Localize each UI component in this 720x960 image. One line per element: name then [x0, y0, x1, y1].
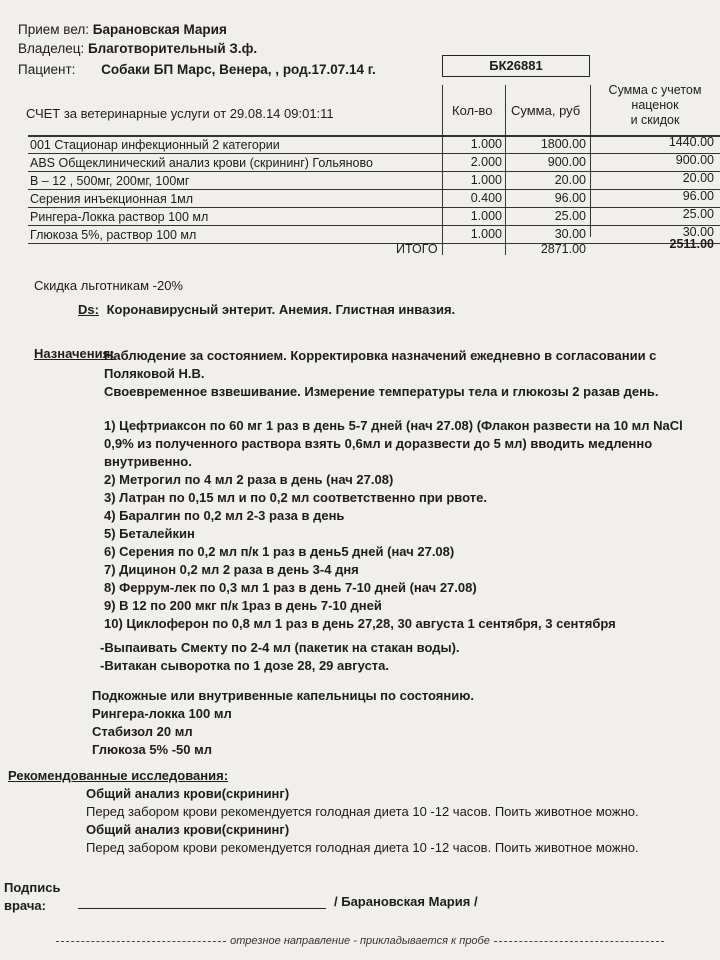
col-header-total — [596, 83, 714, 128]
diagnosis-line — [78, 302, 455, 317]
received-value: Барановская Мария — [92, 22, 227, 37]
col-divider — [442, 85, 443, 255]
received-label: Прием вел: — [18, 22, 90, 37]
prescriptions-label: Назначения: — [34, 346, 115, 361]
drip-item: Рингера-локка 100 мл — [92, 706, 232, 721]
extra-instruction: -Выпаивать Смекту по 2-4 мл (пакетик на стакан воды). — [100, 640, 460, 655]
owner-line — [18, 41, 257, 56]
prescription-item: 8) Феррум-лек по 0,3 мл 1 раз в день 7-10 дней (нач 27.08) — [104, 580, 477, 595]
row-qty: 2.000 — [470, 155, 502, 169]
row-qty: 1.000 — [470, 209, 502, 223]
row-total: 30.00 — [682, 225, 714, 239]
col-header-sum: Сумма, руб — [511, 103, 581, 118]
row-qty: 1.000 — [470, 137, 502, 151]
row-sum: 20.00 — [554, 173, 586, 187]
prescriptions-intro-line: Поляковой Н.В. — [104, 366, 205, 381]
recommended-label: Рекомендованные исследования: — [8, 768, 229, 783]
recommended-test: Общий анализ крови(скрининг) — [86, 822, 290, 837]
row-name: Рингера-Локка раствор 100 мл — [30, 210, 209, 224]
patient-line — [18, 62, 376, 77]
recommended-note: Перед забором крови рекомендуется голодная диета 10 -12 часов. Поить животное можно. — [86, 804, 639, 819]
prescriptions-intro-line: Наблюдение за состоянием. Корректировка назначений ежедневно в согласовании с — [104, 348, 657, 363]
total-sum: 2871.00 — [540, 242, 586, 256]
prescription-item: 3) Латран по 0,15 мл и по 0,2 мл соответственно при рвоте. — [104, 490, 487, 505]
invoice-id-box: БК26881 — [442, 55, 590, 77]
row-sum: 30.00 — [554, 227, 586, 241]
prescription-item: 2) Метрогил по 4 мл 2 раза в день (нач 27.08) — [104, 472, 394, 487]
col-header-total-line: и скидок — [630, 113, 680, 127]
col-header-total-line: Сумма с учетом — [608, 83, 702, 97]
row-total: 1440.00 — [668, 135, 714, 149]
row-name: ABS Общеклинический анализ крови (скрининг) Гольяново — [30, 156, 373, 170]
prescription-item-cont: внутривенно. — [104, 454, 192, 469]
prescription-item: 1) Цефтриаксон по 60 мг 1 раз в день 5-7 дней (нач 27.08) (Флакон развести на 10 мл NaCl — [104, 418, 683, 433]
prescription-item: 10) Циклоферон по 0,8 мл 1 раз в день 27,28, 30 августа 1 сентября, 3 сентября — [104, 616, 616, 631]
patient-value: Собаки БП Марс, Венера, , род.17.07.14 г. — [101, 62, 376, 77]
drip-item: Глюкоза 5% -50 мл — [92, 742, 212, 757]
row-total: 20.00 — [682, 171, 714, 185]
prescription-item: 6) Серения по 0,2 мл п/к 1 раз в день5 дней (нач 27.08) — [104, 544, 455, 559]
invoice-title: СЧЕТ за ветеринарные услуги от 29.08.14 09:01:11 — [26, 106, 334, 121]
owner-label: Владелец: — [18, 41, 85, 56]
signature-line — [78, 908, 326, 909]
row-sum: 1800.00 — [540, 137, 586, 151]
signature-name: / Барановская Мария / — [334, 894, 478, 909]
drips-title: Подкожные или внутривенные капельницы по состоянию. — [92, 688, 474, 703]
row-total: 25.00 — [682, 207, 714, 221]
row-total: 900.00 — [675, 153, 714, 167]
prescription-item: 4) Баралгин по 0,2 мл 2-3 раза в день — [104, 508, 345, 523]
ds-label: Ds: — [78, 302, 99, 317]
extra-instruction: -Витакан сыворотка по 1 дозе 28, 29 августа. — [100, 658, 390, 673]
dash-right — [494, 941, 664, 942]
dash-left — [56, 941, 226, 942]
cut-line-text: отрезное направление - прикладывается к пробе — [230, 935, 490, 947]
col-header-total-line: наценок — [631, 98, 679, 112]
prescription-item: 9) В 12 по 200 мкг п/к 1раз в день 7-10 дней — [104, 598, 382, 613]
row-sum: 96.00 — [554, 191, 586, 205]
total-final: 2511.00 — [669, 237, 714, 251]
drip-item: Стабизол 20 мл — [92, 724, 193, 739]
row-qty: 0.400 — [470, 191, 502, 205]
recommended-test: Общий анализ крови(скрининг) — [86, 786, 290, 801]
row-name: 001 Стационар инфекционный 2 категории — [30, 138, 280, 152]
cut-line — [0, 935, 720, 947]
services-table — [28, 85, 720, 255]
col-divider — [590, 85, 591, 237]
received-by-line — [18, 22, 227, 37]
prescription-item: 7) Дицинон 0,2 мл 2 раза в день 3-4 дня — [104, 562, 359, 577]
owner-value: Благотворительный З.ф. — [87, 41, 258, 56]
total-label: ИТОГО — [396, 242, 438, 256]
signature-label: врача: — [4, 898, 46, 913]
row-qty: 1.000 — [470, 173, 502, 187]
ds-text: Коронавирусный энтерит. Анемия. Глистная инвазия. — [106, 302, 456, 317]
row-name: Глюкоза 5%, раствор 100 мл — [30, 228, 197, 242]
discount-line: Скидка льготникам -20% — [34, 278, 183, 293]
recommended-note: Перед забором крови рекомендуется голодная диета 10 -12 часов. Поить животное можно. — [86, 840, 639, 855]
row-name: B – 12 , 500мг, 200мг, 100мг — [30, 174, 190, 188]
col-header-qty: Кол-во — [452, 103, 493, 118]
row-sum: 900.00 — [547, 155, 586, 169]
patient-label: Пациент: — [18, 62, 76, 77]
prescription-item: 5) Беталейкин — [104, 526, 195, 541]
prescriptions-intro-line: Своевременное взвешивание. Измерение температуры тела и глюкозы 2 разав день. — [104, 384, 659, 399]
row-sum: 25.00 — [554, 209, 586, 223]
row-name: Серения инъекционная 1мл — [30, 192, 194, 206]
row-total: 96.00 — [682, 189, 714, 203]
signature-label: Подпись — [4, 880, 61, 895]
prescription-item-cont: 0,9% из полученного раствора взять 0,6мл и доразвести до 5 мл) вводить медленно — [104, 436, 653, 451]
row-qty: 1.000 — [470, 227, 502, 241]
col-divider — [505, 85, 506, 255]
